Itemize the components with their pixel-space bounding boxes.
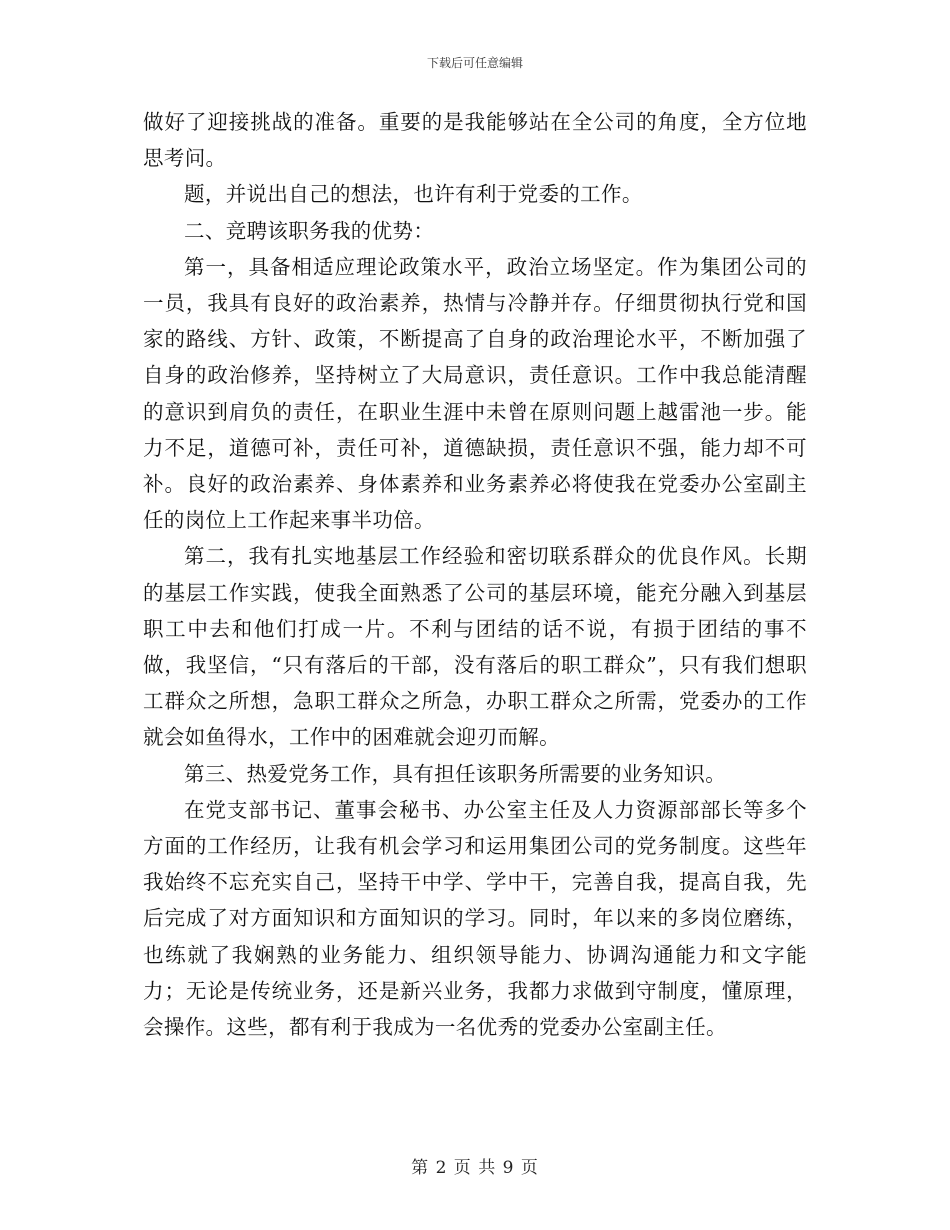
paragraph-experience: 在党支部书记、董事会秘书、办公室主任及人力资源部部长等多个方面的工作经历，让我有机会学习和运用集团公司的党务制度。这些年我始终不忘充实自己，坚持干中学、学中干，完善自我，提高自我，先后完成了对方面知识和方面知识的学习。同时，年以来的多岗位磨练，也练就了我娴熟的业务能力、组织领导能力、协调沟通能力和文字能力；无论是传统业务，还是新兴业务，我都力求做到守制度，懂原理，会操作。这些，都有利于我成为一名优秀的党委办公室副主任。 [143, 797, 807, 1040]
paragraph-first-advantage: 第一，具备相适应理论政策水平，政治立场坚定。作为集团公司的一员，我具有良好的政治素养，热情与冷静并存。仔细贯彻执行党和国家的路线、方针、政策，不断提高了自身的政治理论水平，不断加强了自身的政治修养，坚持树立了大局意识，责任意识。工作中我总能清醒的意识到肩负的责任，在职业生涯中未曾在原则问题上越雷池一步。能力不足，道德可补，责任可补，道德缺损，责任意识不强，能力却不可补。良好的政治素养、身体素养和业务素养必将使我在党委办公室副主任的岗位上工作起来事半功倍。 [143, 254, 807, 533]
paragraph-continuation: 做好了迎接挑战的准备。重要的是我能够站在全公司的角度，全方位地思考问。 [143, 110, 807, 171]
page-number: 第 2 页 共 9 页 [411, 1158, 539, 1178]
paragraph-third-advantage: 第三、热爱党务工作，具有担任该职务所需要的业务知识。 [184, 761, 727, 786]
paragraph-second-advantage: 第二，我有扎实地基层工作经验和密切联系群众的优良作风。长期的基层工作实践，使我全面熟悉了公司的基层环境，能充分融入到基层职工中去和他们打成一片。不利与团结的话不说，有损于团结的事不做，我坚信，“只有落后的干部，没有落后的职工群众”，只有我们想职工群众之所想，急职工群众之所急，办职工群众之所需，党委办的工作就会如鱼得水，工作中的困难就会迎刃而解。 [143, 544, 807, 750]
page-header: 下载后可任意编辑 [426, 56, 523, 70]
paragraph-continuation-2: 题，并说出自己的想法，也许有利于党委的工作。 [184, 182, 643, 207]
section-heading-advantages: 二、竞聘该职务我的优势： [184, 218, 435, 243]
document-body [143, 104, 807, 1045]
